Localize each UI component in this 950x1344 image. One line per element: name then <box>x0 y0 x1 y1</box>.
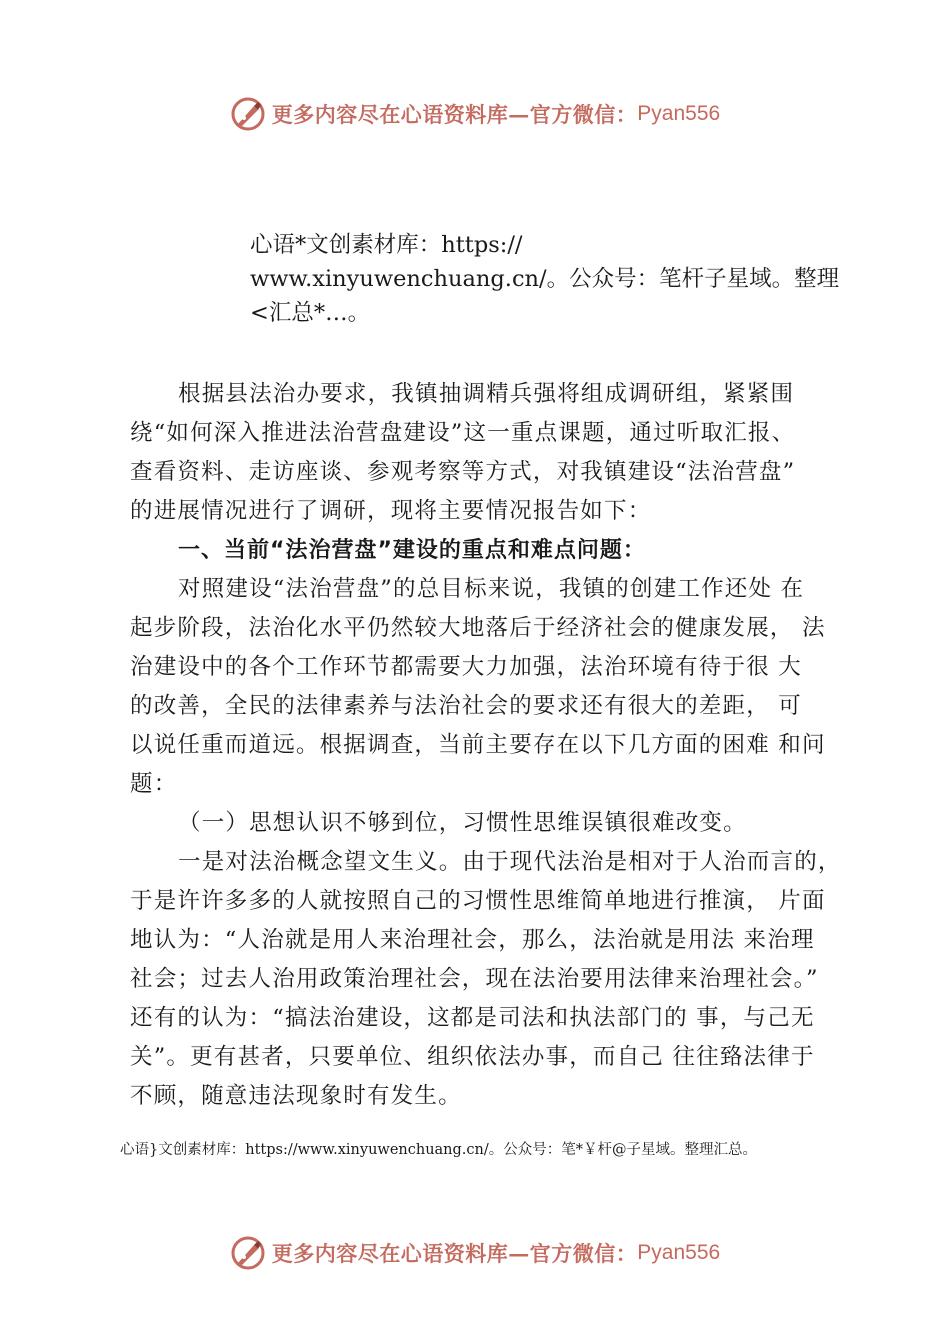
banner-text: 更多内容尽在心语资料库—官方微信： <box>271 1241 638 1266</box>
intro-line: 查看资料、走访座谈、参观考察等方式，对我镇建设“法治营盘” <box>130 459 796 485</box>
intro-line: 根据县法治办要求，我镇抽调精兵强将组成调研组，紧紧围 <box>178 381 795 407</box>
pen-logo-icon <box>230 96 266 132</box>
subsection-heading: （一）思想认识不够到位，习惯性思维误镇很难改变。 <box>178 810 747 836</box>
pen-logo-icon <box>230 1235 266 1271</box>
para-line: 社会；过去人治用政策治理社会，现在法治要用法律来治理社会。” <box>130 966 819 992</box>
header-note <box>250 228 870 330</box>
footer-note: 心语}文创素材库：https://www.xinyuwenchuang.cn/。公众号：笔*￥杆@子星域。整理汇总。 <box>120 1142 757 1158</box>
top-banner <box>0 92 950 136</box>
header-note-line: <汇总*…。 <box>250 300 371 326</box>
para-line: 一是对法治概念望文生义。由于现代法治是相对于人治而言的， <box>178 849 842 875</box>
section-heading: 一、当前“法治营盘”建设的重点和难点问题： <box>178 538 646 563</box>
banner-text: 更多内容尽在心语资料库—官方微信： <box>271 102 638 127</box>
para-line: 不顾，随意违法现象时有发生。 <box>130 1083 462 1109</box>
para-line: 的改善，全民的法律素养与法治社会的要求还有很大的差距， 可 <box>130 693 802 719</box>
bottom-banner <box>0 1231 950 1275</box>
para-line: 以说任重而道远。根据调查，当前主要存在以下几方面的困难 和问 <box>130 732 826 758</box>
para-line: 题： <box>130 771 178 797</box>
para-line: 对照建设“法治营盘”的总目标来说，我镇的创建工作还处 在 <box>178 576 805 602</box>
intro-line: 的进展情况进行了调研，现将主要情况报告如下： <box>130 498 652 524</box>
document-body <box>130 375 860 1116</box>
intro-line: 绕“如何深入推进法治营盘建设”这一重点课题，通过听取汇报、 <box>130 420 796 446</box>
banner-account: Pyan556 <box>637 102 721 125</box>
header-note-line: www.xinyuwenchuang.cn/。公众号：笔杆子星域。整理 <box>250 266 840 292</box>
para-line: 治建设中的各个工作环节都需要大力加强，法治环境有待于很 大 <box>130 654 802 680</box>
para-line: 地认为：“人治就是用人来治理社会，那么，法治就是用法 来治理 <box>130 927 815 953</box>
para-line: 起步阶段，法治化水平仍然较大地落后于经济社会的健康发展， 法 <box>130 615 826 641</box>
para-line: 于是许许多多的人就按照自己的习惯性思维简单地进行推演， 片面 <box>130 888 826 914</box>
banner-account: Pyan556 <box>637 1241 721 1264</box>
para-line: 还有的认为：“搞法治建设，这都是司法和执法部门的 事，与己无 <box>130 1005 815 1031</box>
header-note-line: 心语*文创素材库：https:// <box>250 232 523 258</box>
para-line: 关”。更有甚者，只要单位、组织依法办事，而自己 往往臵法律于 <box>130 1044 815 1070</box>
